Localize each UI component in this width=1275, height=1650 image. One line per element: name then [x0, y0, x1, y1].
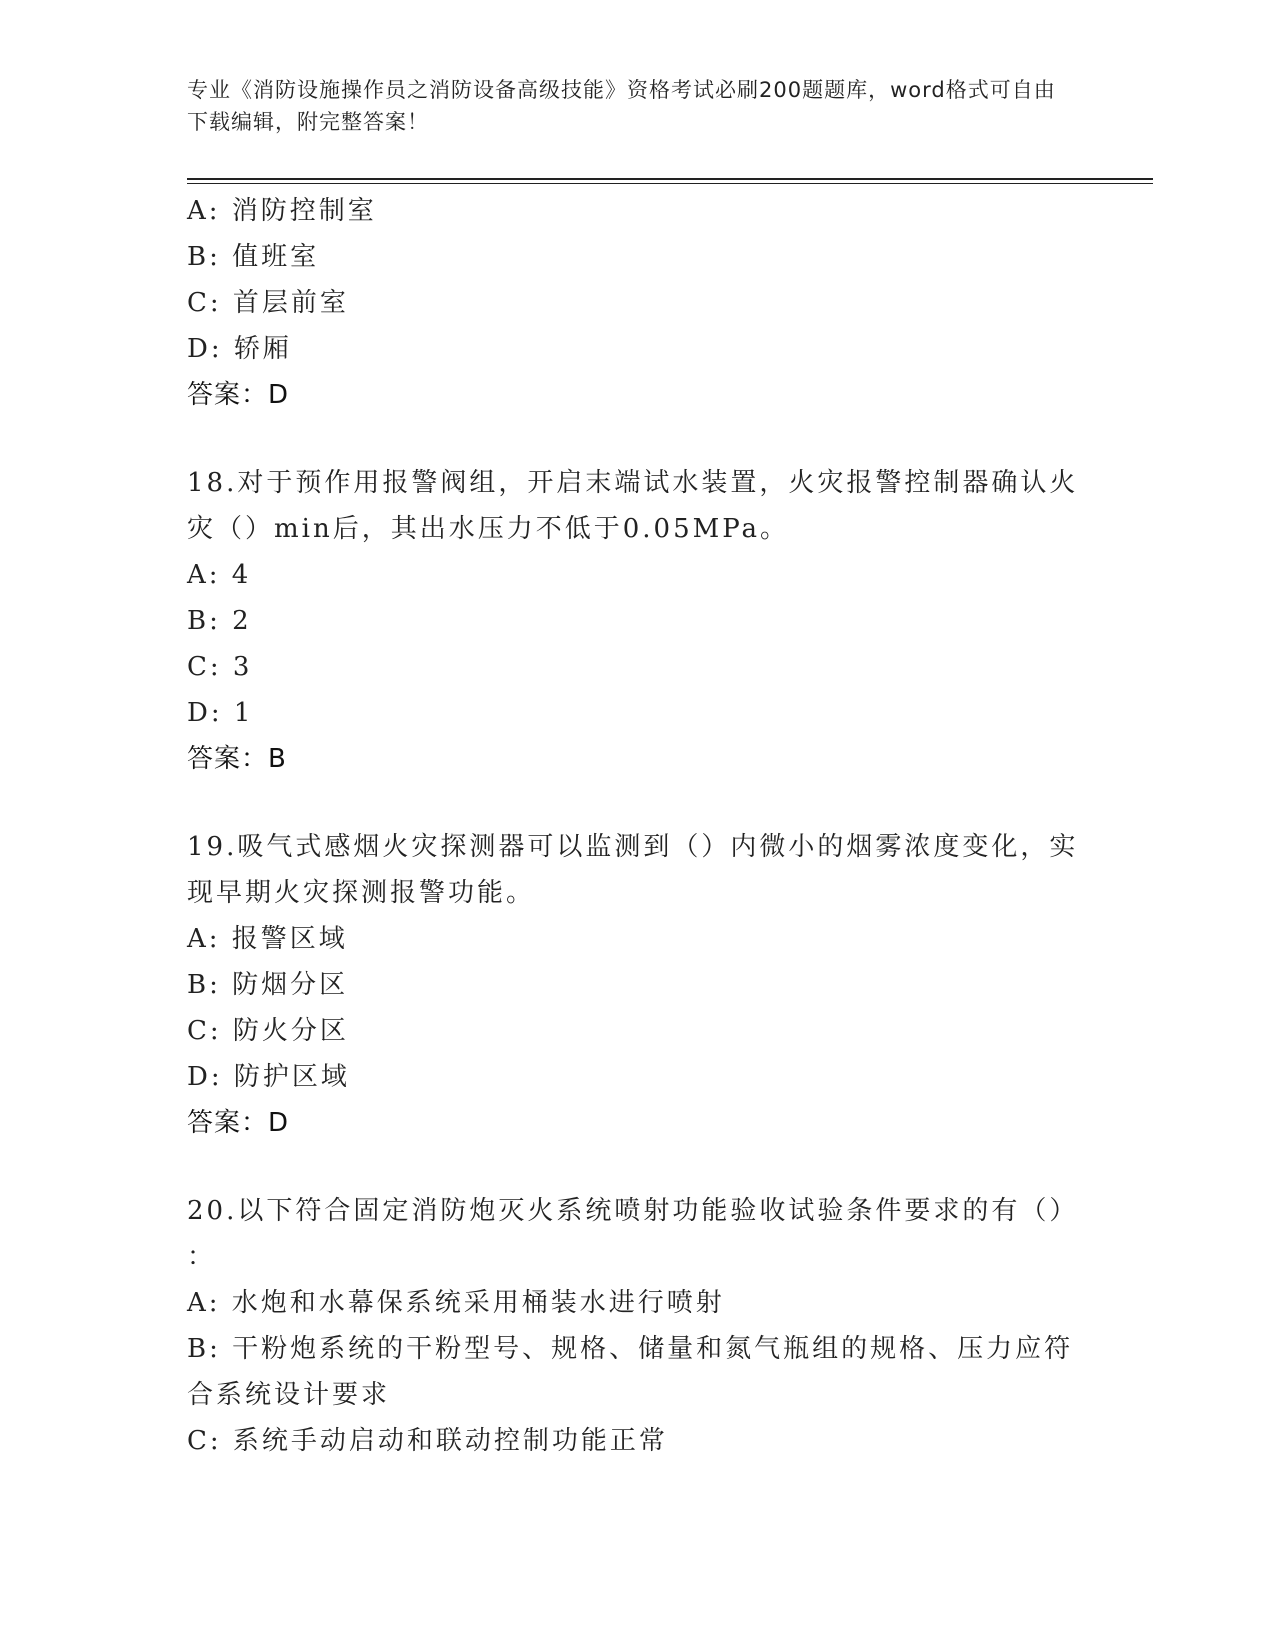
answer-line: 答案：D: [187, 380, 290, 410]
option-b: B: 2: [187, 606, 252, 636]
question-stem: 20.以下符合固定消防炮灭火系统喷射功能验收试验条件要求的有（）: [187, 1196, 1079, 1226]
option-b-continued: 合系统设计要求: [187, 1380, 391, 1410]
option-a: A: 消防控制室: [187, 196, 377, 226]
option-d: D: 1: [187, 698, 254, 728]
option-b: B: 值班室: [187, 242, 320, 272]
answer-line: 答案：D: [187, 1108, 290, 1138]
option-b: B: 干粉炮系统的干粉型号、规格、储量和氮气瓶组的规格、压力应符: [187, 1334, 1074, 1364]
spacer: [187, 782, 1067, 824]
option-c: C: 首层前室: [187, 288, 349, 318]
question-20: [187, 1188, 1079, 1464]
question-17: [187, 188, 1067, 418]
option-c: C: 系统手动启动和联动控制功能正常: [187, 1426, 668, 1456]
option-d: D: 轿厢: [187, 334, 292, 364]
header-rule-thick: [187, 178, 1153, 180]
spacer: [187, 1146, 1067, 1188]
option-a: A: 4: [187, 560, 252, 590]
question-stem: 19.吸气式感烟火灾探测器可以监测到（）内微小的烟雾浓度变化，实: [187, 832, 1079, 862]
question-19: [187, 824, 1079, 1146]
question-stem-continued: 灾（）min后，其出水压力不低于0.05MPa。: [187, 514, 790, 544]
question-18: [187, 460, 1079, 782]
option-a: A: 水炮和水幕保系统采用桶装水进行喷射: [187, 1288, 725, 1318]
question-stem-continued: ：: [187, 1242, 217, 1272]
answer-line: 答案：B: [187, 744, 287, 774]
option-c: C: 防火分区: [187, 1016, 349, 1046]
document-header: 专业《消防设施操作员之消防设备高级技能》资格考试必刷200题题库，word格式可自由下载编辑，附完整答案！: [187, 78, 1056, 134]
question-stem: 18.对于预作用报警阀组，开启末端试水装置，火灾报警控制器确认火: [187, 468, 1079, 498]
spacer: [187, 418, 1067, 460]
header-rule-thin: [187, 183, 1153, 184]
question-stem-continued: 现早期火灾探测报警功能。: [187, 878, 536, 908]
option-d: D: 防护区域: [187, 1062, 350, 1092]
option-c: C: 3: [187, 652, 253, 682]
question-content: [187, 188, 1079, 1464]
option-b: B: 防烟分区: [187, 970, 349, 1000]
option-a: A: 报警区域: [187, 924, 348, 954]
